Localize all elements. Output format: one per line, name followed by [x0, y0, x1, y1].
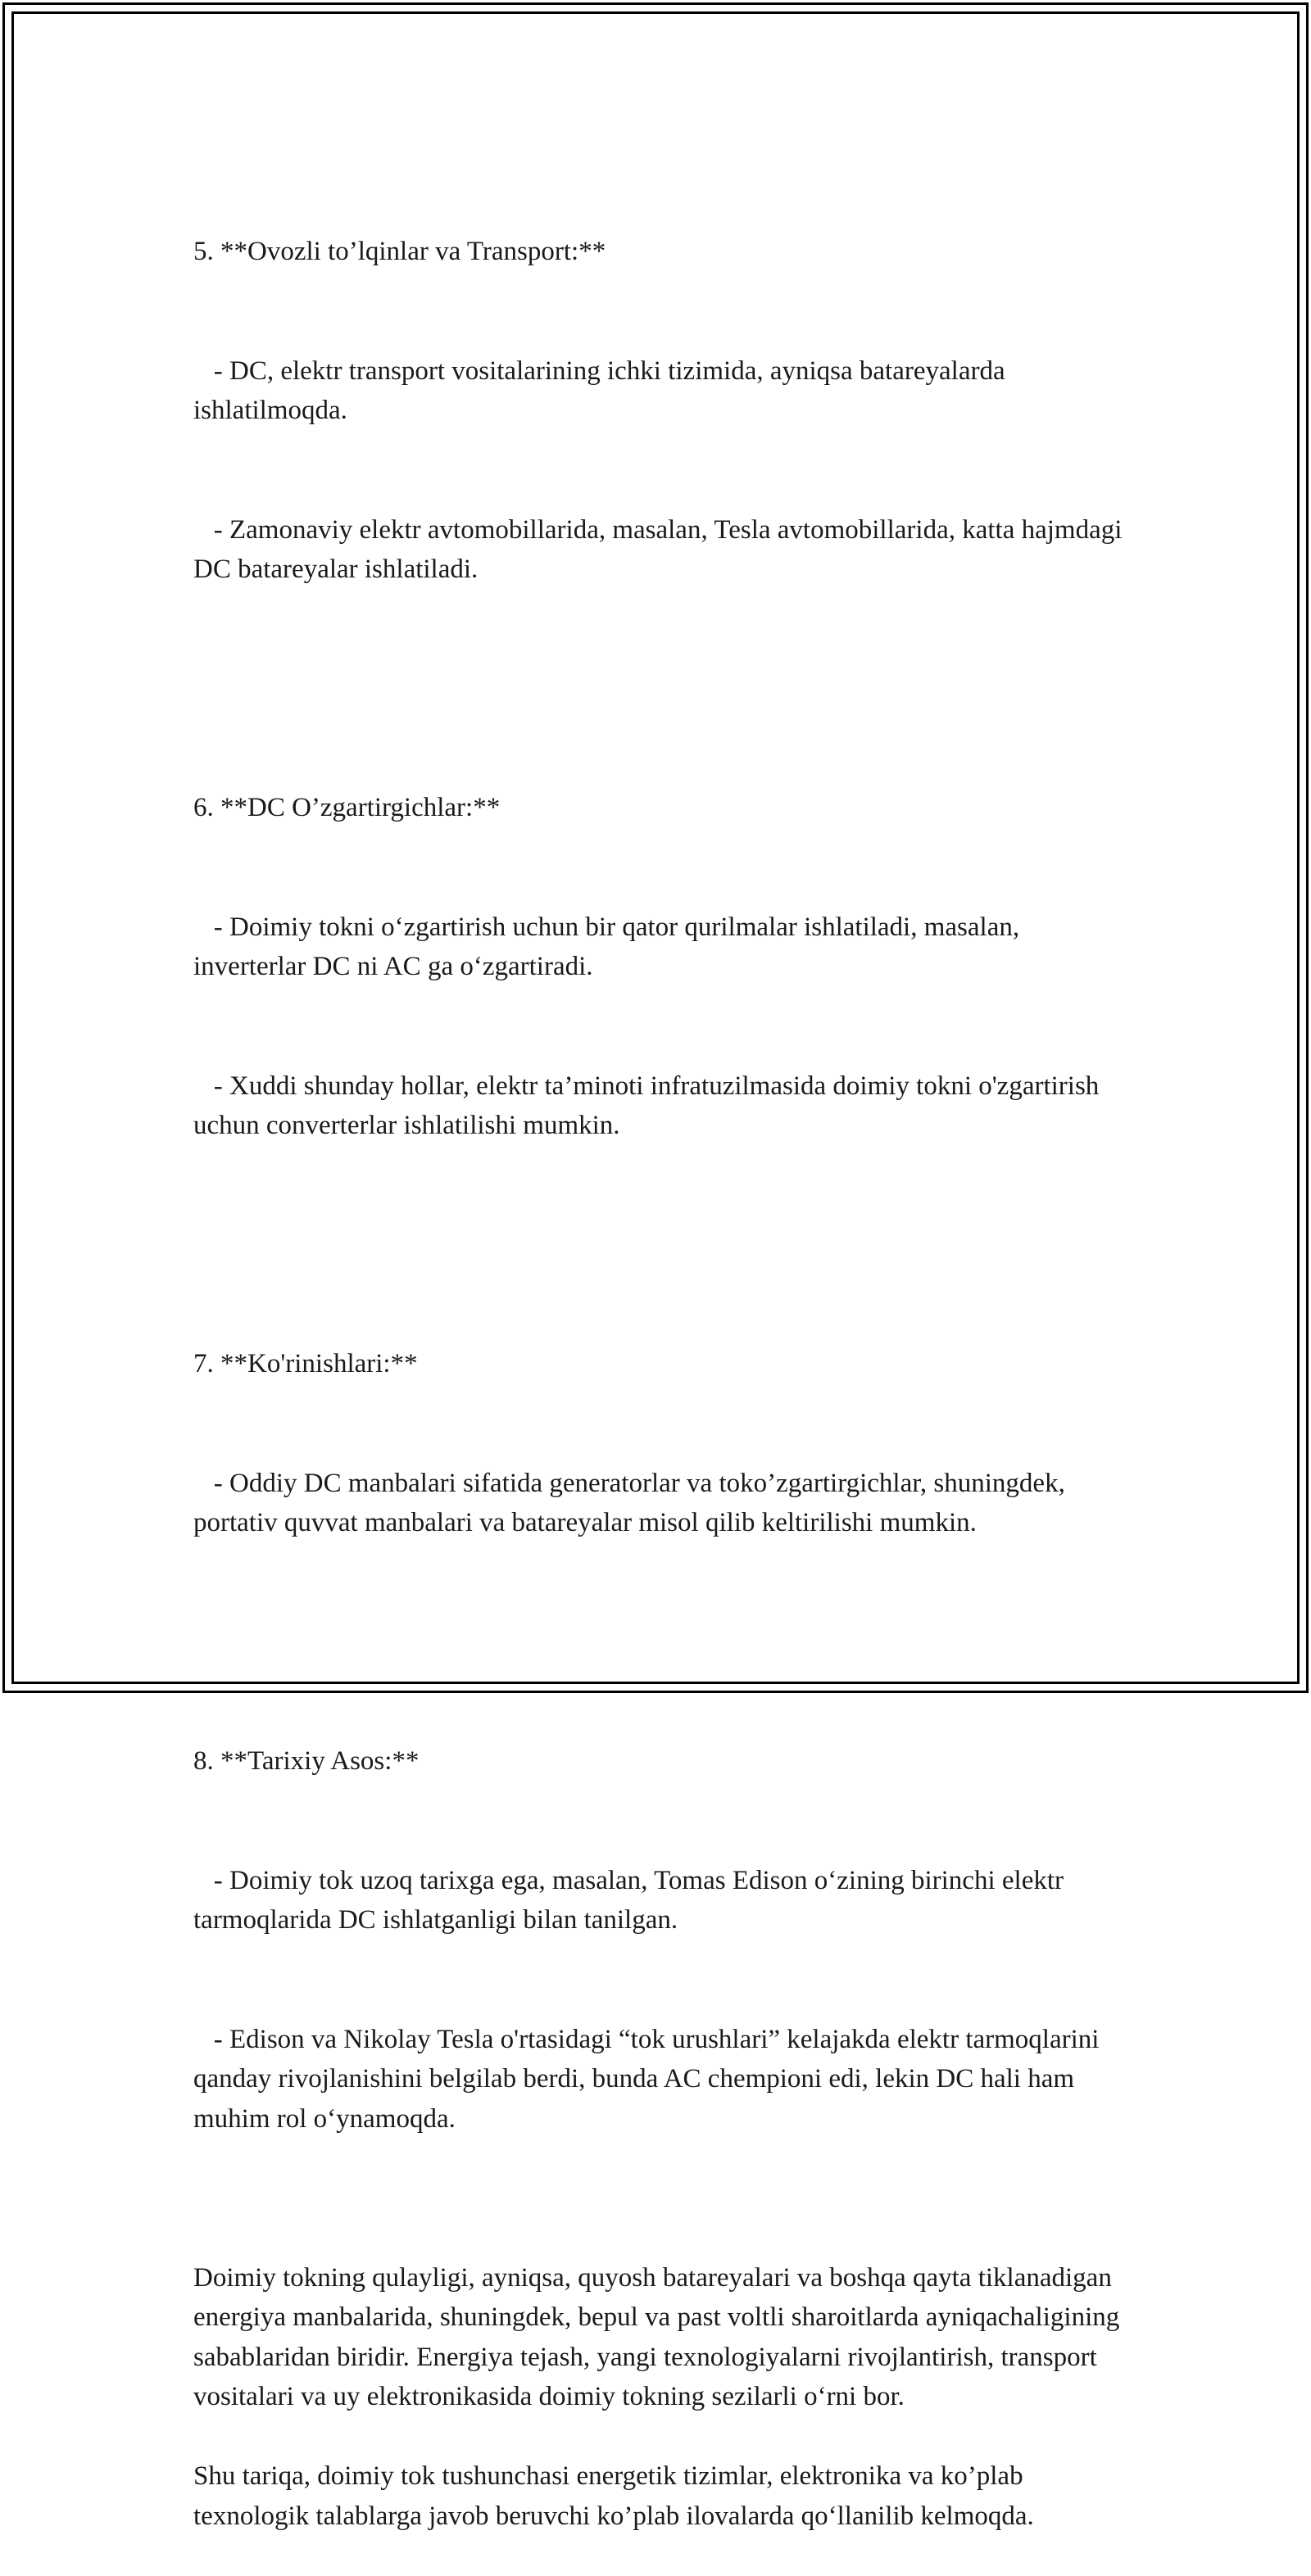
section-6 [193, 709, 1127, 1225]
section-bullet: - Doimiy tok uzoq tarixga ega, masalan, Tomas Edison o‘zining birinchi elektr tarmoqlarida DC ishlatganligi bilan tanilgan. [193, 1865, 1071, 1935]
section-heading: 6. **DC O’zgartirgichlar:** [193, 793, 501, 822]
document-body [193, 152, 1127, 2576]
conclusion-paragraph: Shu tariqa, doimiy tok tushunchasi energetik tizimlar, elektronika va ko’plab texnologik talablarga javob beruvchi ko’plab ilovalarda qo‘llanilib kelmoqda. [193, 2461, 1034, 2531]
section-7 [193, 1265, 1127, 1623]
section-bullet: - Oddiy DC manbalari sifatida generatorlar va toko’zgartirgichlar, shuningdek, portativ quvvat manbalari va batareyalar misol qilib keltirilishi mumkin. [193, 1468, 1073, 1537]
summary-paragraph: Doimiy tokning qulayligi, ayniqsa, quyosh batareyalari va boshqa qayta tiklanadigan energiya manbalarida, shuningdek, bepul va past voltli sharoitlarda ayniqachaligining sabablaridan biridir. Energiya tejash, yangi texnologiyalarni rivojlantirish, transport vositalari va uy elektronikasida doimiy tokning sezilarli o‘rni bor. [193, 2262, 1127, 2411]
section-bullet: - Doimiy tokni o‘zgartirish uchun bir qator qurilmalar ishlatiladi, masalan, inverterlar DC ni AC ga o‘zgartiradi. [193, 912, 1027, 981]
section-heading: 5. **Ovozli to’lqinlar va Transport:** [193, 237, 606, 266]
section-heading: 8. **Tarixiy Asos:** [193, 1746, 420, 1776]
section-bullet: - Edison va Nikolay Tesla o'rtasidagi “tok urushlari” kelajakda elektr tarmoqlarini qanday rivojlanishini belgilab berdi, bunda AC chempioni edi, lekin DC hali ham muhim rol o‘ynamoqda. [193, 2024, 1106, 2134]
section-5 [193, 152, 1127, 669]
section-8 [193, 1662, 1127, 2218]
section-bullet: - DC, elektr transport vositalarining ichki tizimida, ayniqsa batareyalarda ishlatilmoqda. [193, 355, 1012, 425]
section-bullet: - Xuddi shunday hollar, elektr ta’minoti infratuzilmasida doimiy tokni o'zgartirish uchun converterlar ishlatilishi mumkin. [193, 1071, 1106, 1140]
section-bullet: - Zamonaviy elektr avtomobillarida, masalan, Tesla avtomobillarida, katta hajmdagi DC batareyalar ishlatiladi. [193, 514, 1129, 584]
section-heading: 7. **Ko'rinishlari:** [193, 1349, 418, 1379]
